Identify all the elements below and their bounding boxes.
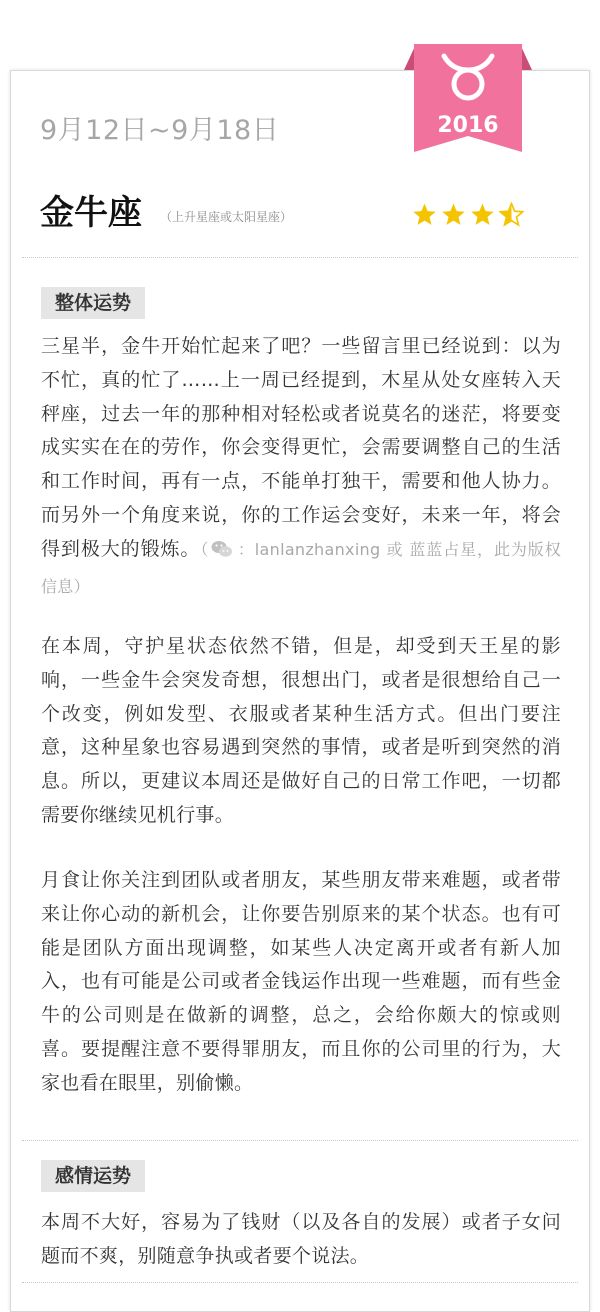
section-heading-love: 感情运势 [41, 1160, 145, 1192]
wechat-icon [211, 536, 233, 570]
copyright-watermark: （ ：lanlanzhanxing 或 蓝蓝占星，此为版权信息） [41, 540, 561, 596]
sign-subtitle: （上升星座或太阳星座） [160, 210, 293, 224]
date-range: 9月12日~9月18日 [40, 115, 280, 146]
year-ribbon [404, 44, 532, 152]
year-label: 2016 [437, 113, 499, 138]
star-full-icon [441, 202, 466, 227]
divider [22, 1140, 578, 1141]
star-half-icon [499, 202, 524, 227]
overall-paragraph-1-text: 三星半，金牛开始忙起来了吧？一些留言里已经说到：以为不忙，真的忙了……上一周已经提到，木星从处女座转入天秤座，过去一年的那种相对轻松或者说莫名的迷茫，将要变成实实在在的劳作，你会变得更忙，会需要调整自己的生活和工作时间，再有一点，不能单打独干，需要和他人协力。而另外一个角度来说，你的工作运会变好，未来一年，将会得到极大的锻炼。 [41, 335, 561, 560]
overall-paragraph-3: 月食让你关注到团队或者朋友，某些朋友带来难题，或者带来让你心动的新机会，让你要告别原来的某个状态。也有可能是团队方面出现调整，如某些人决定离开或者有新人加入，也有可能是公司或者金钱运作出现一些难题，而有些金牛的公司则是在做新的调整，总之，会给你颇大的惊或则喜。要提醒注意不要得罪朋友，而且你的公司里的行为，大家也看在眼里，别偷懒。 [41, 869, 561, 1094]
sign-title: 金牛座 [40, 193, 142, 233]
overall-paragraph-2: 在本周，守护星状态依然不错，但是，却受到天王星的影响，一些金牛会突发奇想，很想出门，或者是很想给自己一个改变，例如发型、衣服或者某种生活方式。但出门要注意，这种星象也容易遇到突然的事情，或者是听到突然的消息。所以，更建议本周还是做好自己的日常工作吧，一切都需要你继续见机行事。 [41, 635, 561, 826]
love-paragraph-1: 本周不大好，容易为了钱财（以及各自的发展）或者子女问题而不爽，别随意争执或者要个说法。 [41, 1211, 561, 1267]
divider [22, 1282, 578, 1283]
overall-paragraph-1 [41, 330, 561, 603]
section-heading-overall: 整体运势 [41, 287, 145, 319]
star-full-icon [470, 202, 495, 227]
star-full-icon [412, 202, 437, 227]
rating-stars [412, 202, 524, 227]
divider [22, 257, 578, 258]
